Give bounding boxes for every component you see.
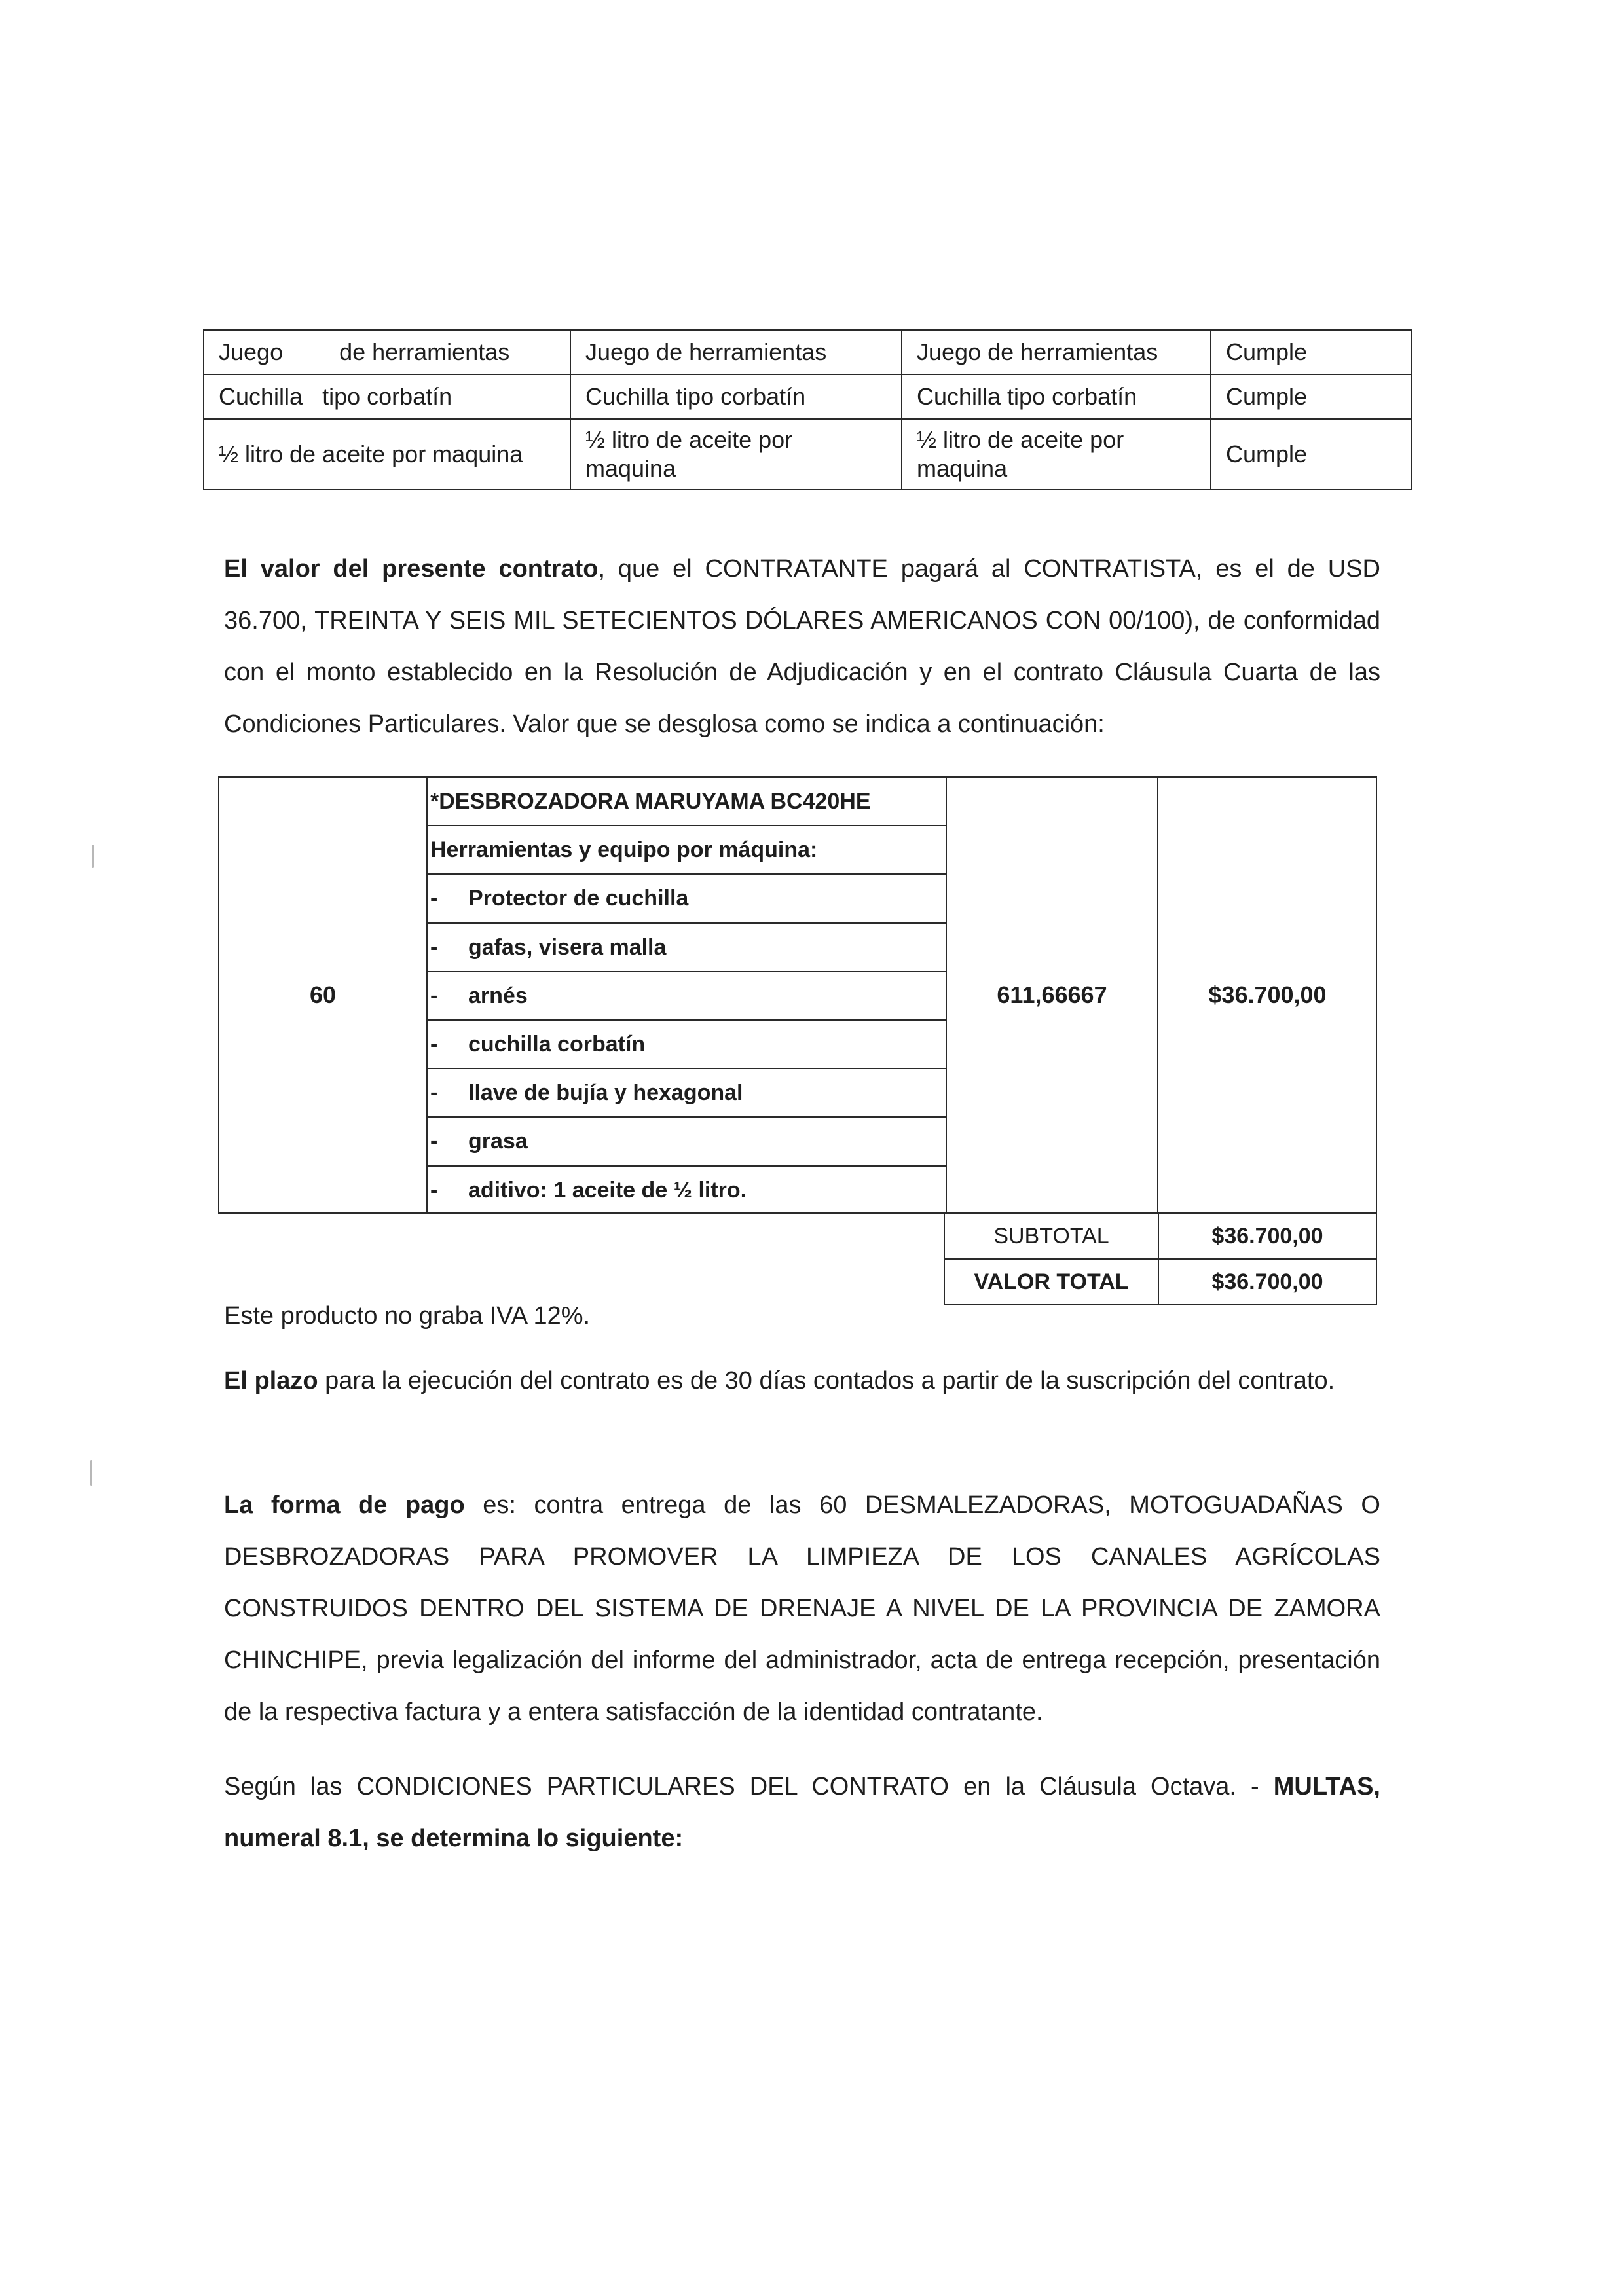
list-item: - aditivo: 1 aceite de ½ litro.	[430, 1177, 747, 1203]
scan-artifact	[92, 845, 94, 868]
scan-artifact	[90, 1460, 92, 1486]
total-value: $36.700,00	[1158, 1259, 1376, 1305]
table-cell: Cuchilla tipo corbatín	[570, 374, 902, 419]
specs-table	[203, 329, 1412, 490]
table-cell: ½ litro de aceite por maquina	[204, 419, 570, 490]
totals-table	[944, 1212, 1377, 1305]
quantity-cell: 60	[219, 778, 428, 1212]
subtotal-label: SUBTOTAL	[944, 1213, 1158, 1259]
table-cell: ½ litro de aceite por maquina	[902, 419, 1211, 490]
penalties-paragraph: Según las CONDICIONES PARTICULARES DEL CONTRATO en la Cláusula Octava. - MULTAS, numeral 8.1, se determina lo siguiente:	[224, 1773, 1380, 1852]
list-item: *DESBROZADORA MARUYAMA BC420HE	[428, 778, 946, 826]
table-row	[204, 419, 1411, 490]
compliance-cell: Cumple	[1211, 330, 1411, 374]
payment-paragraph: La forma de pago es: contra entrega de las 60 DESMALEZADORAS, MOTOGUADAÑAS O DESBROZADORAS PARA PROMOVER LA LIMPIEZA DE LOS CANALES AGRÍCOLAS CONSTRUIDOS DENTRO DEL SISTEMA DE DRENAJE A NIVEL DE LA PROVINCIA DE ZAMORA CHINCHIPE, previa legalización del informe del administrador, acta de entrega recepción, presentación de la respectiva factura y a entera satisfacción de la identidad contratante.	[224, 1491, 1380, 1726]
list-item: - Protector de cuchilla	[428, 875, 946, 923]
list-item: - cuchilla corbatín	[428, 1021, 946, 1069]
table-cell: Cuchilla tipo corbatín	[902, 374, 1211, 419]
list-item: - grasa	[428, 1118, 946, 1166]
table-row	[944, 1259, 1376, 1305]
table-row	[204, 374, 1411, 419]
contract-value-paragraph: El valor del presente contrato, que el CONTRATANTE pagará al CONTRATISTA, es el de USD 36.700, TREINTA Y SEIS MIL SETECIENTOS DÓLARES AMERICANOS CON 00/100), de conformidad con el monto establecido en la Resolución de Adjudicación y en el contrato Cláusula Cuarta de las Condiciones Particulares. Valor que se desglosa como se indica a continuación:	[224, 555, 1380, 738]
table-cell: ½ litro de aceite por maquina	[570, 419, 902, 490]
line-total-cell: $36.700,00	[1208, 981, 1327, 1008]
term-paragraph: El plazo para la ejecución del contrato es de 30 días contados a partir de la suscripción del contrato.	[224, 1367, 1335, 1394]
table-cell: Juego de herramientas	[902, 330, 1211, 374]
total-label: VALOR TOTAL	[944, 1259, 1158, 1305]
description-column	[428, 778, 946, 1212]
table-cell: Cuchilla tipo corbatín	[204, 374, 570, 419]
table-cell: Juego de herramientas	[570, 330, 902, 374]
compliance-cell: Cumple	[1211, 374, 1411, 419]
table-cell: Juego de herramientas	[204, 330, 570, 374]
list-item: - arnés	[428, 972, 946, 1021]
table-row	[204, 330, 1411, 374]
unit-price-cell: 611,66667	[946, 778, 1158, 1212]
table-row	[944, 1213, 1376, 1259]
subtotal-value: $36.700,00	[1158, 1213, 1376, 1259]
list-item: - llave de bujía y hexagonal	[428, 1069, 946, 1118]
list-item: - gafas, visera malla	[428, 924, 946, 972]
list-item: Herramientas y equipo por máquina:	[428, 826, 946, 875]
price-breakdown-table	[218, 776, 1377, 1214]
iva-note: Este producto no graba IVA 12%.	[224, 1302, 591, 1330]
compliance-cell: Cumple	[1211, 419, 1411, 490]
